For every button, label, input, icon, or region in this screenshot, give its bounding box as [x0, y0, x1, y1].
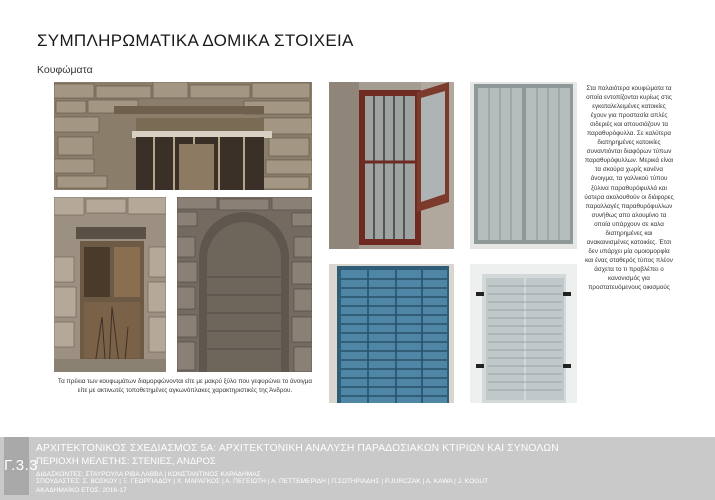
photo-grey-shutters	[470, 82, 577, 249]
photo-ruined-door	[54, 197, 166, 372]
photo-white-louvre-shutters	[470, 264, 577, 403]
photo-stone-arch	[177, 197, 312, 372]
instructors: ΔΙΔΑΣΚΟΝΤΕΣ: ΣΤΑΥΡΟΥΛΑ ΡΙΒΑ ΛΑΒΒΑ | ΚΩΝΣΤΑΝΤΙΝΟΣ ΚΑΡΑΔΗΜΑΣ	[36, 471, 261, 478]
photo-blue-louvre-shutters	[329, 264, 454, 403]
page-subtitle: Κουφώματα	[37, 64, 93, 76]
caption-shutters: Στα παλαιότερα κουφώματα τα οποία εντοπίζονται κυρίως στις εγκαταλελειμένες κατοικίες έχουν για προστασία απλές σιδεριές και απουσιάζουν τα παραθυρόφυλλα. Σε καλύτερα διατηρημένες κατοικίες συναντιόνται διαφόρων τύπων παραθυρόφυλλων. Μερικά είναι τα σκούρα χωρίς κανένα άνοιγμα, τα γαλλικού τύπου ξύλινα παραθυρόφυλλά και ύστερα ακολουθούν οι διάφορες παραλλαγές παραθυρόφυλλων συνήθως απο αλουμίνιο τα οποία υπάρχουν σε καλα διατηρημένες και ανακαινισμένες κατοικίες. Έτσι δεν υπάρχει μία ομοιομορφία και ένας σταθερός τύπος πλέον άσχετα το τι προβλέπει ο κανονισμός για προστατευόμενους οικισμούς	[584, 85, 674, 292]
sheet-code: Γ.3.3	[4, 457, 39, 474]
page-title: ΣΥΜΠΛΗΡΩΜΑΤΙΚΑ ΔΟΜΙΚΑ ΣΤΟΙΧΕΙΑ	[37, 31, 354, 50]
photo-red-window	[329, 82, 454, 249]
course-title: ΑΡΧΙΤΕΚΤΟΝΙΚΟΣ ΣΧΕΔΙΑΣΜΟΣ 5Α: ΑΡΧΙΤΕΚΤΟΝΙΚΗ ΑΝΑΛΥΣΗ ΠΑΡΑΔΟΣΙΑΚΩΝ ΚΤΙΡΙΩΝ ΚΑΙ ΣΥΝΟΛΩΝ	[36, 443, 559, 454]
photo-lintel-window	[54, 82, 312, 190]
study-area: ΠΕΡΙΟΧΗ ΜΕΛΕΤΗΣ: ΣΤΕΝΙΕΣ, ΑΝΔΡΟΣ	[36, 456, 216, 467]
academic-year: ΑΚΑΔΗΜΑΪΚΟ ΕΤΟΣ: 2016-17	[36, 487, 127, 494]
caption-lintels: Τα πρέκια των κουφωμάτων διαμορφώνονται είτε με μακρύ ξύλο που γεφυρώνει το άνοιγμα είτε με ακτινωτές τοποθετημένες αγκωνόπλακες χαρακτηριστικές της Άνδρου.	[57, 378, 313, 394]
students: ΣΠΟΥΔΑΣΤΕΣ: Σ. ΒΟΣΚΟΥ | Ξ. ΓΕΩΡΓΙΑΔΟΥ | Χ. ΜΑΡΑΓΚΟΣ | Α. ΠΕΓΕΙΩΤΗ | Α. ΠΕΤΤΕΜΕΡΙΔΗ | Π.ΣΩΤΗΡΙΑΔΗΣ | P.JURCZAK | A. KAWA | J. KOGUT	[36, 478, 489, 485]
